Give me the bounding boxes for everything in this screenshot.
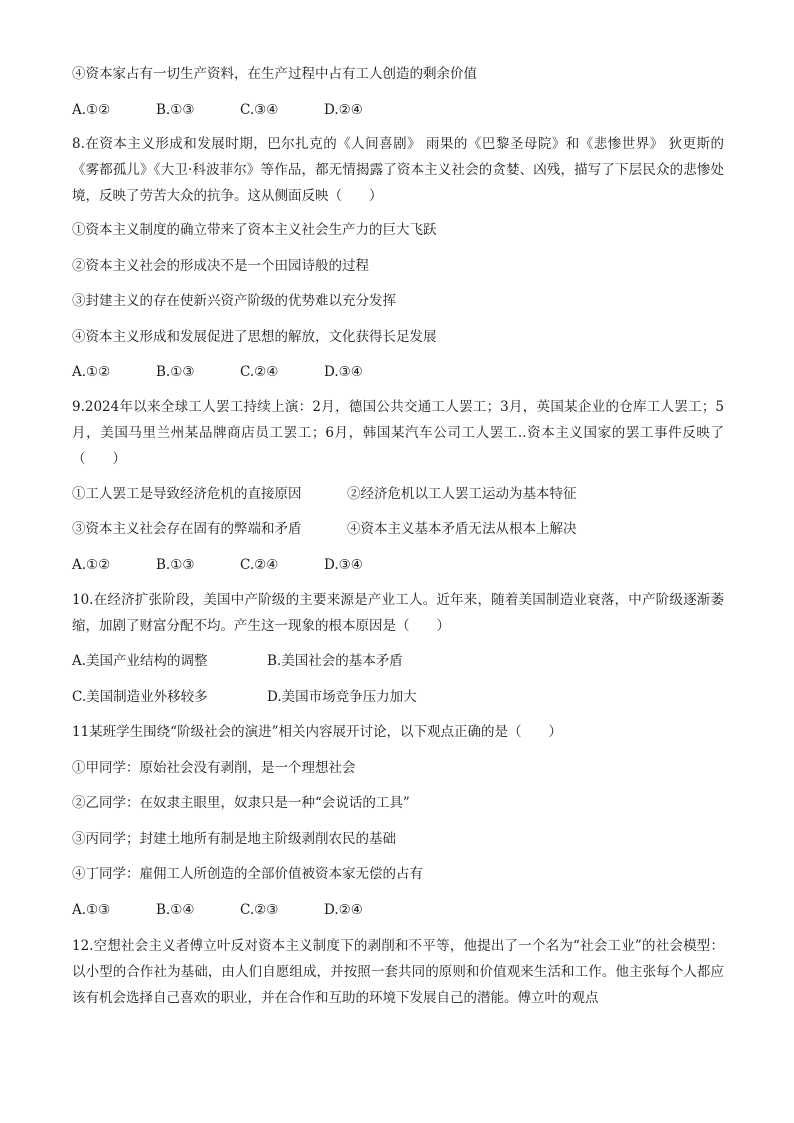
q8-options (72, 362, 408, 382)
q11-option-d: D.②④ (324, 902, 363, 918)
q9-statement-4: ④资本主义基本矛盾无法从根本上解决 (347, 521, 577, 537)
q11-option-c: C.②③ (240, 902, 279, 918)
q10-stem: 10.在经济扩张阶段，美国中产阶级的主要来源是产业工人。近年来，随着美国制造业衰落，中产阶级逐渐萎缩，加剧了财富分配不均。产生这一现象的根本原因是（ ） (72, 592, 724, 634)
q9-statement-3: ③资本主义社会存在固有的弊端和矛盾 (72, 521, 302, 537)
q10-options-row-2 (72, 687, 417, 707)
q7-statement-4: ④资本家占有一切生产资料，在生产过程中占有工人创造的剩余价值 (72, 66, 477, 82)
q8-option-c: C.②④ (240, 364, 279, 380)
q7-option-d: D.②④ (324, 102, 363, 118)
q8-option-a: A.①② (72, 364, 111, 380)
q11-statement-1: ①甲同学：原始社会没有剥削，是一个理想社会 (72, 760, 356, 776)
q9-statements-row-1 (72, 484, 577, 504)
q8-option-b: B.①③ (156, 364, 195, 380)
q9-option-b: B.①③ (156, 557, 195, 573)
q9-option-d: D.③④ (324, 557, 363, 573)
q9-statement-2: ②经济危机以工人罢工运动为基本特征 (347, 486, 577, 502)
q8-statement-1: ①资本主义制度的确立带来了资本主义社会生产力的巨大飞跃 (72, 222, 437, 238)
q9-option-a: A.①② (72, 557, 111, 573)
q11-statement-2: ②乙同学：在奴隶主眼里，奴隶只是一种“会说话的工具” (72, 795, 410, 811)
q11-statement-4: ④丁同学：雇佣工人所创造的全部价值被资本家无偿的占有 (72, 866, 423, 882)
q7-option-a: A.①② (72, 102, 111, 118)
q9-option-c: C.②④ (240, 557, 279, 573)
q8-statement-2: ②资本主义社会的形成决不是一个田园诗般的过程 (72, 258, 369, 274)
q11-options (72, 900, 408, 920)
q11-option-b: B.①④ (156, 902, 195, 918)
q8-option-d: D.③④ (324, 364, 363, 380)
q10-options-row-1 (72, 651, 403, 671)
q10-option-a: A.美国产业结构的调整 (72, 653, 208, 669)
q9-stem: 9.2024年以来全球工人罢工持续上演：2月，德国公共交通工人罢工；3月，英国某企业的仓库工人罢工；5月，美国马里兰州某品牌商店员工罢工；6月，韩国某汽车公司工人罢工..资本主义国家的罢工事件反映了（ ） (72, 399, 724, 467)
q9-statement-1: ①工人罢工是导致经济危机的直接原因 (72, 486, 302, 502)
q8-stem: 8.在资本主义形成和发展时期，巴尔扎克的《人间喜剧》 雨果的《巴黎圣母院》和《悲惨世界》 狄更斯的《雾都孤儿》《大卫·科波菲尔》等作品，都无情揭露了资本主义社会的贪婪、凶残，描写了下层民众的悲惨处境，反映了劳苦大众的抗争。这从侧面反映（ ） (72, 136, 724, 204)
q11-option-a: A.①③ (72, 902, 111, 918)
q7-option-b: B.①③ (156, 102, 195, 118)
q9-statements-row-2 (72, 519, 577, 539)
q10-option-d: D.美国市场竞争压力加大 (267, 689, 417, 705)
q10-option-b: B.美国社会的基本矛盾 (267, 653, 403, 669)
q12-stem: 12.空想社会主义者傅立叶反对资本主义制度下的剥削和不平等，他提出了一个名为“社会工业”的社会模型：以小型的合作社为基础，由人们自愿组成，并按照一套共同的原则和价值观来生活和工作。他主张每个人都应该有机会选择自己喜欢的职业，并在合作和互助的环境下发展自己的潜能。傅立叶的观点 (72, 938, 724, 1006)
q10-option-c: C.美国制造业外移较多 (72, 689, 208, 705)
q7-option-c: C.③④ (240, 102, 279, 118)
q8-statement-4: ④资本主义形成和发展促进了思想的解放，文化获得长足发展 (72, 329, 437, 345)
q7-options (72, 100, 408, 120)
q11-statement-3: ③丙同学；封建土地所有制是地主阶级剥削农民的基础 (72, 831, 396, 847)
q9-options (72, 555, 408, 575)
q8-statement-3: ③封建主义的存在使新兴资产阶级的优势难以充分发挥 (72, 293, 396, 309)
q11-stem: 11某班学生围绕“阶级社会的演进”相关内容展开讨论，以下观点正确的是（ ） (72, 724, 562, 740)
